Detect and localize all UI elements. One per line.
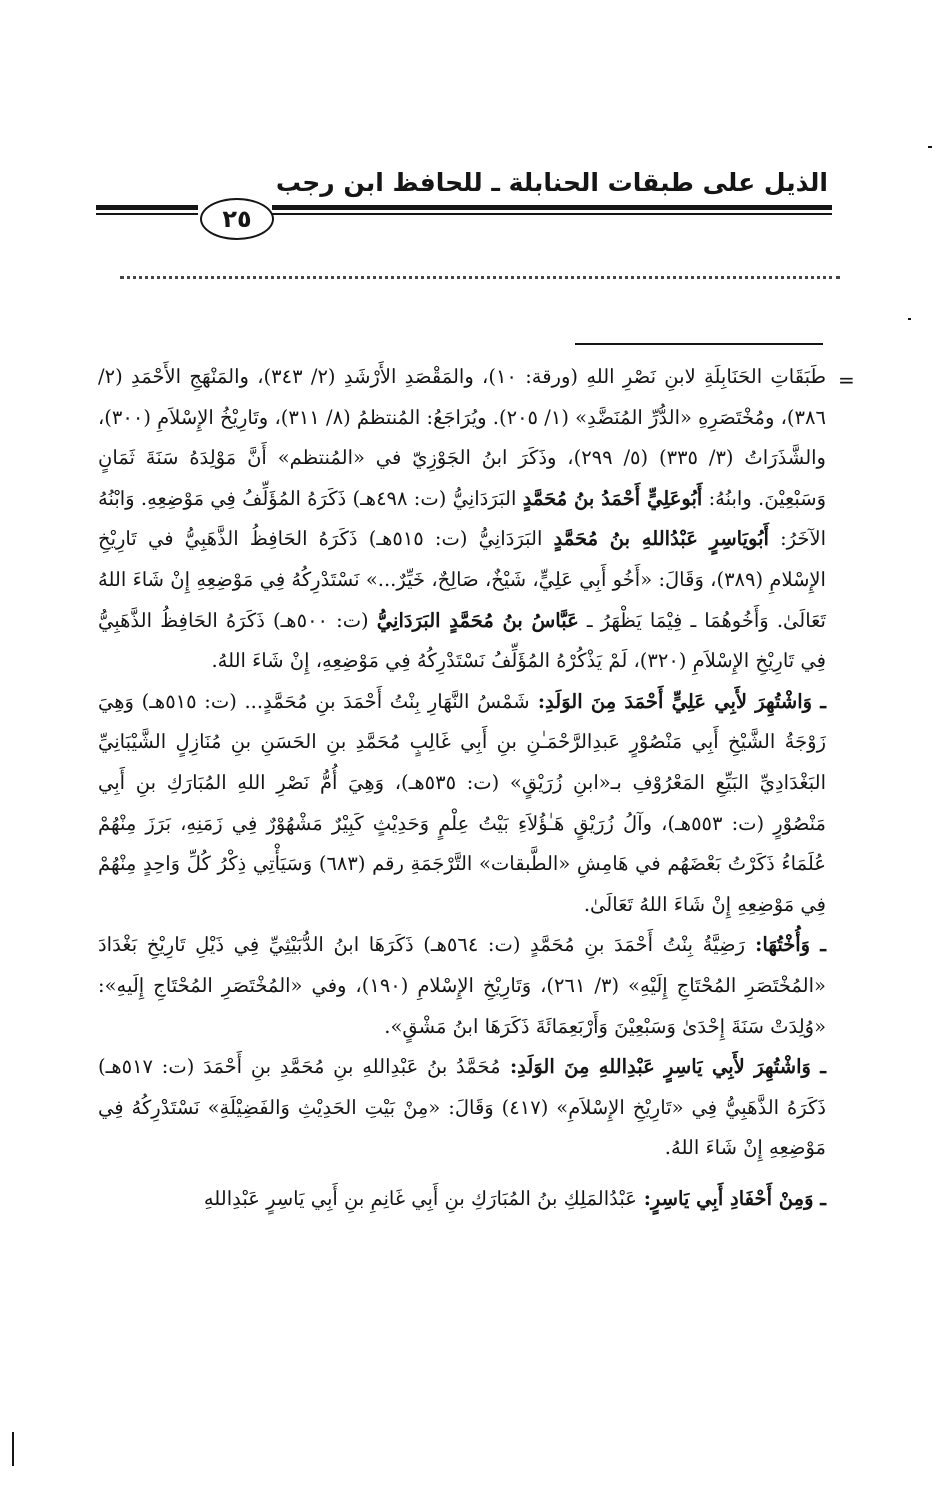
footnote-paragraph	[98, 1047, 826, 1169]
footnote-paragraph	[98, 682, 826, 926]
bold-heading: ـ وَاشْتُهِرَ لأَبِي عَلِيٍّ أَحْمَدَ مِنَ الوَلَدِ:	[529, 689, 826, 713]
header-rule-right-thin	[272, 213, 832, 215]
footnote-text	[98, 357, 826, 1219]
scan-margin-mark	[12, 1432, 14, 1466]
text-run: رَضِيَّةُ بِنْتُ أَحْمَدَ بنِ مُحَمَّدٍ (ت: ٥٦٤هـ) ذَكَرَهَا ابنُ الدُّبَيْثِيِّ فِي ذَيْلِ تَارِيْخِ بَغْدَادَ «المُخْتَصَرِ المُحْتَاجِ إِلَيْهِ» (٣/ ٢٦١)، وَتَارِيْخِ الإِسْلامِ (١٩٠)، وفي «المُخْتَصَرِ المُحْتَاجِ إِلَيهِ»: «وُلِدَتْ سَنَةَ إِحْدَىٰ وَسَبْعِيْنَ وَأَرْبَعِمَائَةَ ذَكَرَهَا ابنُ مَشْقٍ».	[98, 933, 826, 1038]
text-run: البَرَدَانِيُّ (ت: ٥١٥هـ) ذَكَرَهُ الحَافِظُ الذَّهَبِيُّ في تَارِيْخِ الإِسْلامِ (٣٨٩)، وَقَالَ: «أَخُو أَبِي عَلِيٍّ، شَيْخٌ، صَالِحٌ، خَيِّرٌ...» نَسْتَدْرِكُهُ فِي مَوْضِعِهِ إِنْ شَاءَ اللهُ تَعَالَىٰ. وَأَخُوهُمَا ـ فِيْمَا يَظْهَرُ ـ	[98, 527, 826, 632]
footnote-paragraph	[98, 357, 826, 682]
header-rule-right-thick	[272, 205, 832, 210]
text-run: البَرَدَانِيُّ (ت: ٤٩٨هـ) ذَكَرَهُ المُؤَلِّفُ فِي مَوْضِعِهِ. وَابْنُهُ الآخَرُ:	[98, 486, 827, 551]
text-run: عَبْدُالمَلِكِ بنُ المُبَارَكِ بنِ أَبِي غَانِمِ بنِ أَبِي يَاسِرٍ عَبْدِاللهِ	[203, 1186, 637, 1210]
text-run: مُحَمَّدُ بنُ عَبْدِاللهِ بنِ مُحَمَّدِ بنِ أَحْمَدَ (ت: ٥١٧هـ) ذَكَرَهُ الذَّهَبِيُّ فِي «تَارِيْخِ الإِسْلاَمِ» (٤١٧) وَقَالَ: «مِنْ بَيْتِ الحَدِيْثِ وَالفَضِيْلَةِ» نَسْتَدْرِكُهُ فِي مَوْضِعِهِ إِنْ شَاءَ اللهُ.	[98, 1055, 826, 1160]
dotted-separator	[120, 276, 840, 279]
header-rule-left-thin	[96, 213, 198, 215]
page-number: ٢٥	[200, 198, 274, 240]
scan-speck	[928, 146, 932, 148]
scan-speck	[908, 318, 911, 320]
running-header-title: الذيل على طبقات الحنابلة ـ للحافظ ابن رجب	[275, 168, 828, 197]
footnote-continuation-mark: =	[838, 368, 855, 392]
bold-heading: ـ وَمِنْ أَحْفَادِ أَبِي يَاسِرٍ:	[636, 1186, 826, 1210]
bold-name: عَبَّاسُ بنُ مُحَمَّدٍ البَرَدَانِيُّ	[376, 608, 579, 632]
bold-heading: ـ وَأُخْتُهَا:	[745, 933, 826, 957]
bold-name: أَبُوعَلِيٍّ أَحْمَدُ بنُ مُحَمَّدٍ	[522, 486, 703, 510]
bold-name: أَبُويَاسِرٍ عَبْدُاللهِ بنُ مُحَمَّدٍ	[553, 527, 769, 551]
paragraph-gap	[98, 1169, 826, 1179]
bold-heading: ـ وَاشْتُهِرَ لأَبِي يَاسِرٍ عَبْدِاللهِ مِنَ الوَلَدِ:	[500, 1055, 826, 1079]
footnote-paragraph	[98, 925, 826, 1047]
header-rule-left-thick	[96, 205, 198, 210]
footnote-paragraph	[98, 1179, 826, 1220]
text-run: طَبَقَاتِ الحَنَابِلَةِ لابنِ نَصْرِ اللهِ (ورقة: ١٠)، والمَقْصَدِ الأَرْشَدِ (٢/ ٣٤٣)، والمَنْهَجِ الأَحْمَدِ (٢/ ٣٨٦)، ومُخْتَصَرِهِ «الدُّرِّ المُنَضَّدِ» (١/ ٢٠٥). ويُرَاجَعُ: المُنتظمُ (٨/ ٣١١)، وتَارِيْخُ الإِسْلاَمِ (٣٠٠)، والشَّذَرَاتُ (٣/ ٣٣٥) (٥/ ٢٩٩)، وذَكَرَ ابنُ الجَوْزِيّ في «المُنتظم» أَنَّ مَوْلِدَهُ سَنَةَ ثَمَانٍ وَسَبْعِيْنَ. وابنُهُ:	[98, 365, 827, 510]
text-run: شَمْسُ النَّهَارِ بِنْتُ أَحْمَدَ بنِ مُحَمَّدٍ... (ت: ٥١٥هـ) وَهِيَ زَوْجَةُ الشَّيْخِ أَبِي مَنْصُوْرٍ عَبدِالرَّحْمَـٰنِ بنِ أَبِي غَالِبٍ مُحَمَّدِ بنِ الحَسَنِ بنِ مُنَازِلٍ الشَّيْبَانِيِّ البَغْدَادِيِّ البَيِّعِ المَعْرُوْفِ بـ«ابنِ زُرَيْقٍ» (ت: ٥٣٥هـ)، وَهِيَ أُمُّ نَصْرِ اللهِ المُبَارَكِ بنِ أَبِي مَنْصُوْرٍ (ت: ٥٥٣هـ)، وآلُ زُرَيْقٍ هَـٰؤُلاَءِ بَيْتُ عِلْمٍ وَحَدِيْثٍ كَبِيْرٌ مَشْهُوْرٌ فِي زَمَنِهِ، بَرَزَ مِنْهُمْ عُلَمَاءُ ذَكَرْتُ بَعْضَهُم في هَامِشِ «الطَّبقات» التَّرْجَمَةِ رقم (٦٨٣) وَسَيَأْتِي ذِكْرُ كُلِّ وَاحِدٍ مِنْهُمْ فِي مَوْضِعِهِ إِنْ شَاءَ اللهُ تَعَالَىٰ.	[98, 689, 826, 916]
text-run: (ت: ٥٠٠هـ) ذَكَرَهُ الحَافِظُ الذَّهَبِيُّ فِي تَارِيْخِ الإِسْلاَمِ (٣٢٠)، لَمْ يَذْكُرْهُ المُؤَلِّفُ نَسْتَدْرِكُهُ فِي مَوْضِعِهِ، إِنْ شَاءَ اللهُ.	[98, 608, 826, 673]
footnote-separator-rule	[575, 343, 823, 345]
